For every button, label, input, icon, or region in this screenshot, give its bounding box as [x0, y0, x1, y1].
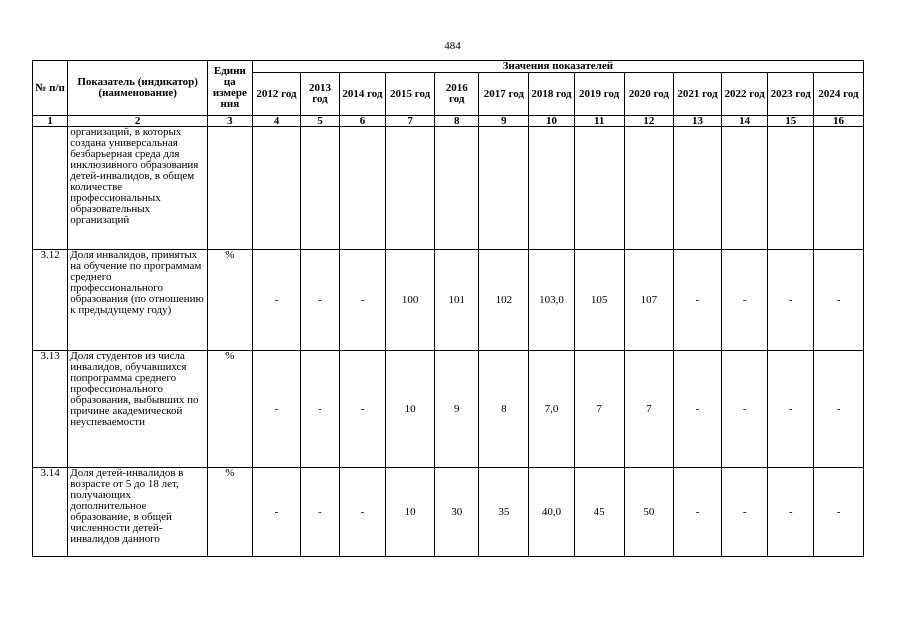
- value-cell: 30: [434, 468, 479, 557]
- value-cell: [386, 127, 435, 250]
- table-row: [33, 250, 864, 351]
- value-cell: [674, 127, 722, 250]
- value-cell: -: [768, 351, 814, 468]
- row-number: 3.14: [33, 468, 68, 557]
- column-number: 10: [529, 116, 575, 127]
- value-cell: [574, 127, 624, 250]
- value-cell: [339, 127, 386, 250]
- column-number: 9: [479, 116, 529, 127]
- value-cell: 7: [624, 351, 674, 468]
- header-year: 2021 год: [674, 73, 722, 116]
- value-cell: -: [252, 250, 301, 351]
- header-year: 2018 год: [529, 73, 575, 116]
- value-cell: 35: [479, 468, 529, 557]
- value-cell: 10: [386, 468, 435, 557]
- value-cell: 10: [386, 351, 435, 468]
- value-cell: 45: [574, 468, 624, 557]
- header-indicator: Показатель (индикатор) (наименование): [68, 61, 208, 116]
- indicator-name: Доля студентов из числа инвалидов, обучавшихся попрограмма среднего профессионального образования, выбывших по причине академической неуспеваемости: [68, 351, 208, 468]
- row-number: [33, 127, 68, 250]
- header-year: 2013 год: [301, 73, 339, 116]
- value-cell: -: [252, 351, 301, 468]
- value-cell: -: [301, 250, 339, 351]
- value-cell: -: [768, 468, 814, 557]
- value-cell: [479, 127, 529, 250]
- column-number: 5: [301, 116, 339, 127]
- column-number: 8: [434, 116, 479, 127]
- header-year: 2016 год: [434, 73, 479, 116]
- header-values-group: Значения показателей: [252, 61, 863, 73]
- value-cell: [434, 127, 479, 250]
- value-cell: -: [339, 351, 386, 468]
- column-number: 11: [574, 116, 624, 127]
- value-cell: 103,0: [529, 250, 575, 351]
- header-num: № п/п: [33, 61, 68, 116]
- row-number: 3.12: [33, 250, 68, 351]
- column-number: 6: [339, 116, 386, 127]
- value-cell: [814, 127, 864, 250]
- value-cell: 101: [434, 250, 479, 351]
- header-unit: Едини ца измере ния: [208, 61, 253, 116]
- value-cell: 9: [434, 351, 479, 468]
- unit-cell: [208, 127, 253, 250]
- column-number: 1: [33, 116, 68, 127]
- value-cell: -: [721, 250, 768, 351]
- column-number: 2: [68, 116, 208, 127]
- column-numbers-row: [33, 116, 864, 127]
- header-row-1: [33, 61, 864, 73]
- value-cell: -: [301, 351, 339, 468]
- value-cell: 40,0: [529, 468, 575, 557]
- header-year: 2015 год: [386, 73, 435, 116]
- value-cell: [768, 127, 814, 250]
- column-number: 3: [208, 116, 253, 127]
- value-cell: -: [339, 468, 386, 557]
- column-number: 16: [814, 116, 864, 127]
- indicators-table: [32, 60, 864, 557]
- value-cell: 105: [574, 250, 624, 351]
- value-cell: 50: [624, 468, 674, 557]
- value-cell: [252, 127, 301, 250]
- value-cell: -: [814, 250, 864, 351]
- value-cell: 8: [479, 351, 529, 468]
- value-cell: -: [814, 351, 864, 468]
- value-cell: 107: [624, 250, 674, 351]
- value-cell: 100: [386, 250, 435, 351]
- header-year: 2017 год: [479, 73, 529, 116]
- value-cell: 102: [479, 250, 529, 351]
- value-cell: -: [252, 468, 301, 557]
- column-number: 13: [674, 116, 722, 127]
- value-cell: -: [768, 250, 814, 351]
- value-cell: -: [721, 351, 768, 468]
- column-number: 15: [768, 116, 814, 127]
- value-cell: -: [674, 250, 722, 351]
- value-cell: -: [721, 468, 768, 557]
- header-year: 2023 год: [768, 73, 814, 116]
- column-number: 14: [721, 116, 768, 127]
- header-year: 2020 год: [624, 73, 674, 116]
- unit-cell: %: [208, 250, 253, 351]
- row-number: 3.13: [33, 351, 68, 468]
- indicator-name: организаций, в которых создана универсальная безбарьерная среда для инклюзивного образования детей-инвалидов, в общем количестве профессиональных образовательных организаций: [68, 127, 208, 250]
- value-cell: 7: [574, 351, 624, 468]
- column-number: 4: [252, 116, 301, 127]
- value-cell: -: [674, 351, 722, 468]
- table-row: [33, 127, 864, 250]
- value-cell: [721, 127, 768, 250]
- value-cell: -: [339, 250, 386, 351]
- unit-cell: %: [208, 351, 253, 468]
- column-number: 7: [386, 116, 435, 127]
- value-cell: -: [814, 468, 864, 557]
- value-cell: [529, 127, 575, 250]
- header-year: 2014 год: [339, 73, 386, 116]
- value-cell: 7,0: [529, 351, 575, 468]
- table-row: [33, 468, 864, 557]
- table-body: [33, 127, 864, 557]
- indicator-name: Доля детей-инвалидов в возрасте от 5 до 18 лет, получающих дополнительное образование, в общей численности детей-инвалидов данного: [68, 468, 208, 557]
- page-number: 484: [444, 40, 461, 52]
- value-cell: [301, 127, 339, 250]
- header-year: 2024 год: [814, 73, 864, 116]
- value-cell: -: [301, 468, 339, 557]
- header-year: 2022 год: [721, 73, 768, 116]
- unit-cell: %: [208, 468, 253, 557]
- table-row: [33, 351, 864, 468]
- value-cell: -: [674, 468, 722, 557]
- indicator-name: Доля инвалидов, принятых на обучение по программам среднего профессионального образования (по отношению к предыдущему году): [68, 250, 208, 351]
- header-year: 2019 год: [574, 73, 624, 116]
- header-year: 2012 год: [252, 73, 301, 116]
- column-number: 12: [624, 116, 674, 127]
- value-cell: [624, 127, 674, 250]
